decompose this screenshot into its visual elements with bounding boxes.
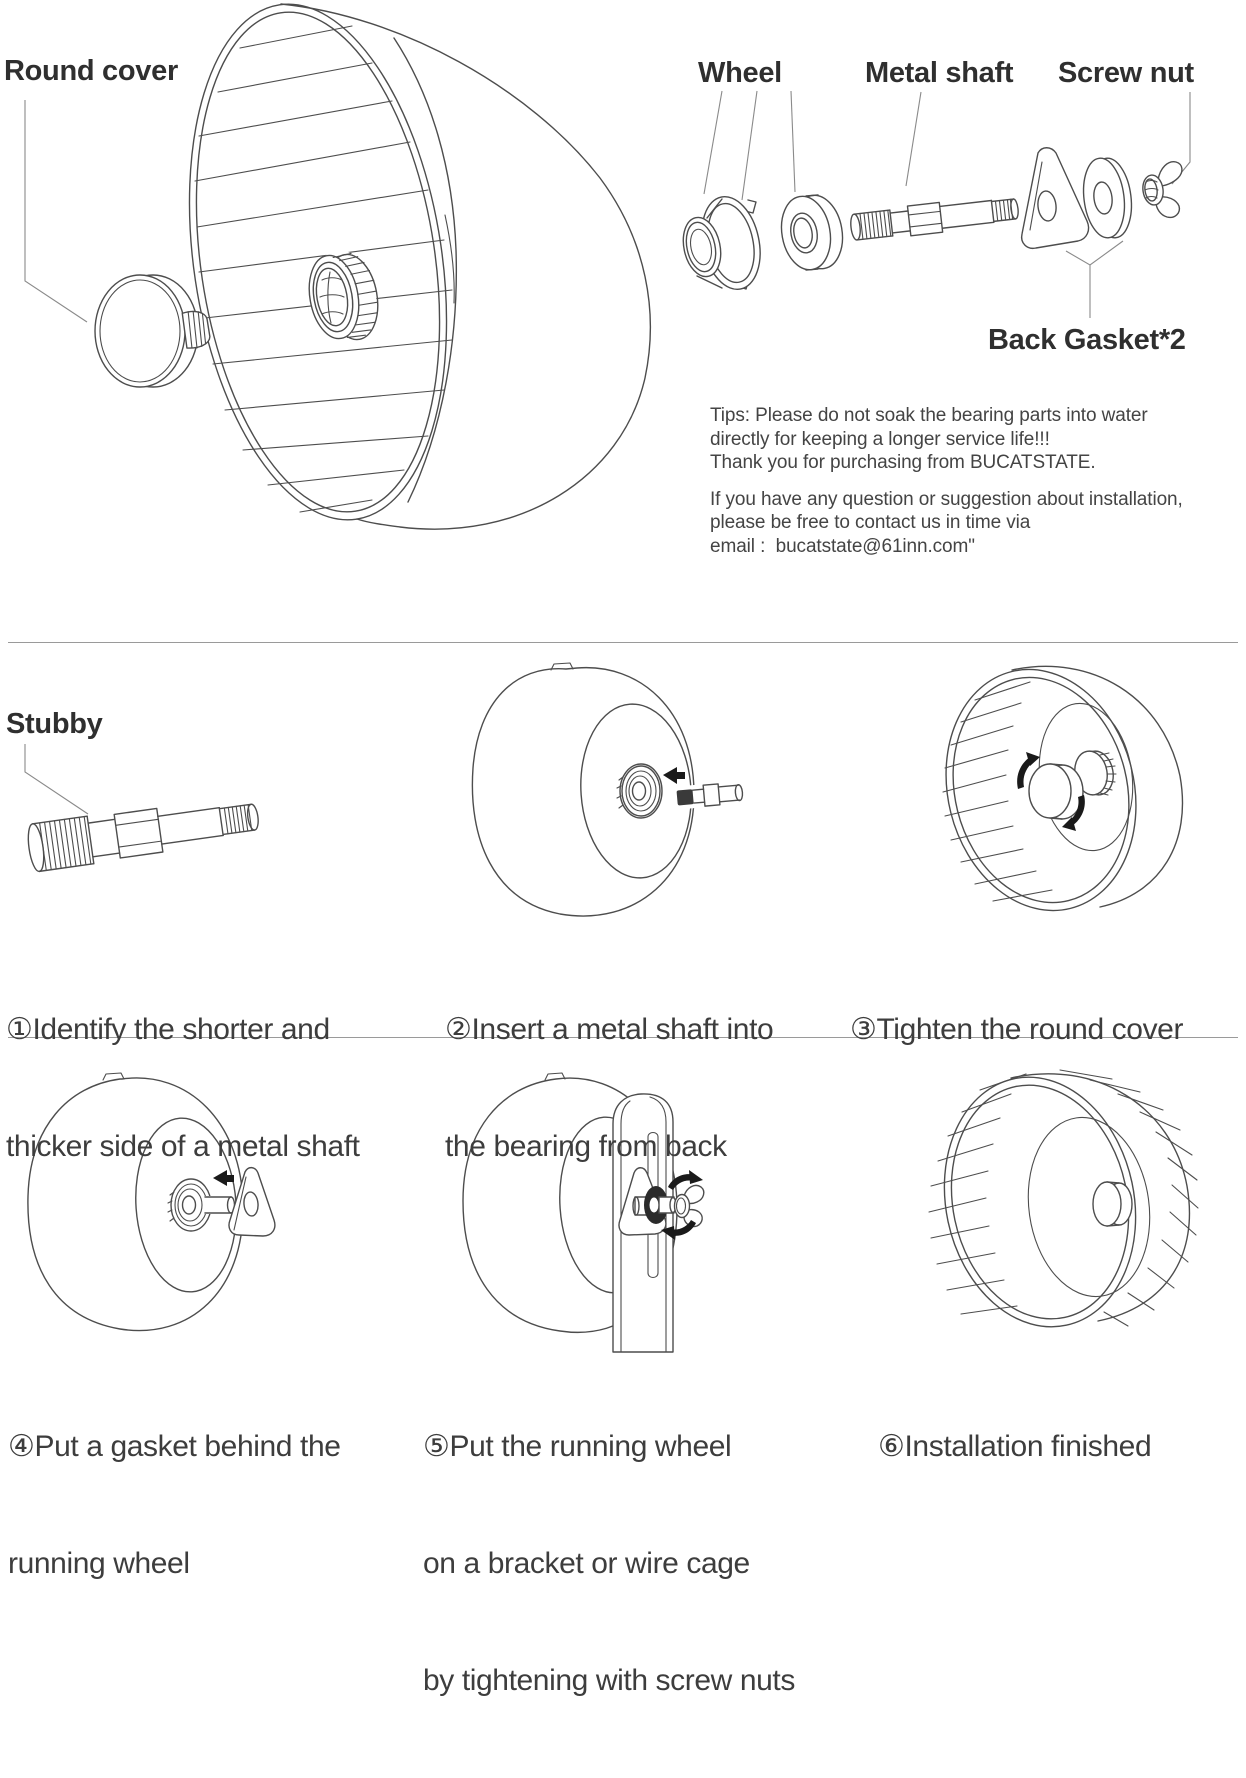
caption-line: thicker side of a metal shaft [6,1130,360,1163]
screw-nut-part [1141,162,1182,218]
stubby-leader-line [25,744,88,814]
tips-text [710,404,1183,558]
caption-line: by tightening with screw nuts [423,1664,795,1697]
tips-line: Tips: Please do not soak the bearing parts into water [710,405,1148,426]
tips-line: directly for keeping a longer service life!!! [710,428,1050,450]
wheel-drum-drawing [157,0,650,537]
tips-line: email : bucatstate@61inn.com" [710,535,975,557]
caption-line: the bearing from back [445,1130,727,1163]
step3-caption [850,932,1183,1127]
threaded-hub [303,245,384,349]
step2-drawing [472,663,743,916]
step5-caption [423,1349,795,1778]
step2-caption [445,932,773,1244]
back-gasket-label: Back Gasket*2 [988,324,1186,356]
round-cover-label: Round cover [4,55,178,87]
tips-line: If you have any question or suggestion about installation, [710,488,1183,510]
round-cover-drawing [95,275,211,387]
center-cap [1093,1182,1132,1226]
caption-line: ③Tighten the round cover [850,1013,1184,1046]
tips-line: Thank you for purchasing from BUCATSTATE. [710,452,1096,473]
leader-lines [25,91,1190,322]
round-cover [1029,764,1083,819]
bearing-part [776,191,848,273]
step3-drawing [921,649,1182,931]
wheel-hub-part [678,191,768,295]
metal-shaft-label: Metal shaft [865,57,1014,89]
caption-line: ⑥Installation finished [878,1430,1152,1463]
caption-line: running wheel [8,1547,190,1580]
caption-line: ④Put a gasket behind the [8,1430,341,1463]
step6-caption [878,1349,1151,1544]
metal-shaft-part [849,194,1019,243]
back-gasket-triangle-part [1022,148,1089,249]
stubby-label: Stubby [6,708,103,740]
exploded-parts-drawing [678,148,1182,295]
step1-caption [6,932,360,1244]
caption-line: ②Insert a metal shaft into [445,1013,774,1046]
tips-line: please be free to contact us in time via [710,512,1031,533]
wheel-label: Wheel [698,57,782,89]
caption-line: on a bracket or wire cage [423,1547,750,1580]
caption-line: ①Identify the shorter and [6,1013,330,1046]
step4-caption [8,1349,341,1661]
caption-line: ⑤Put the running wheel [423,1430,732,1463]
stubby-shaft-drawing [26,793,261,873]
section-divider [8,642,1238,643]
screw-nut-label: Screw nut [1058,57,1194,89]
